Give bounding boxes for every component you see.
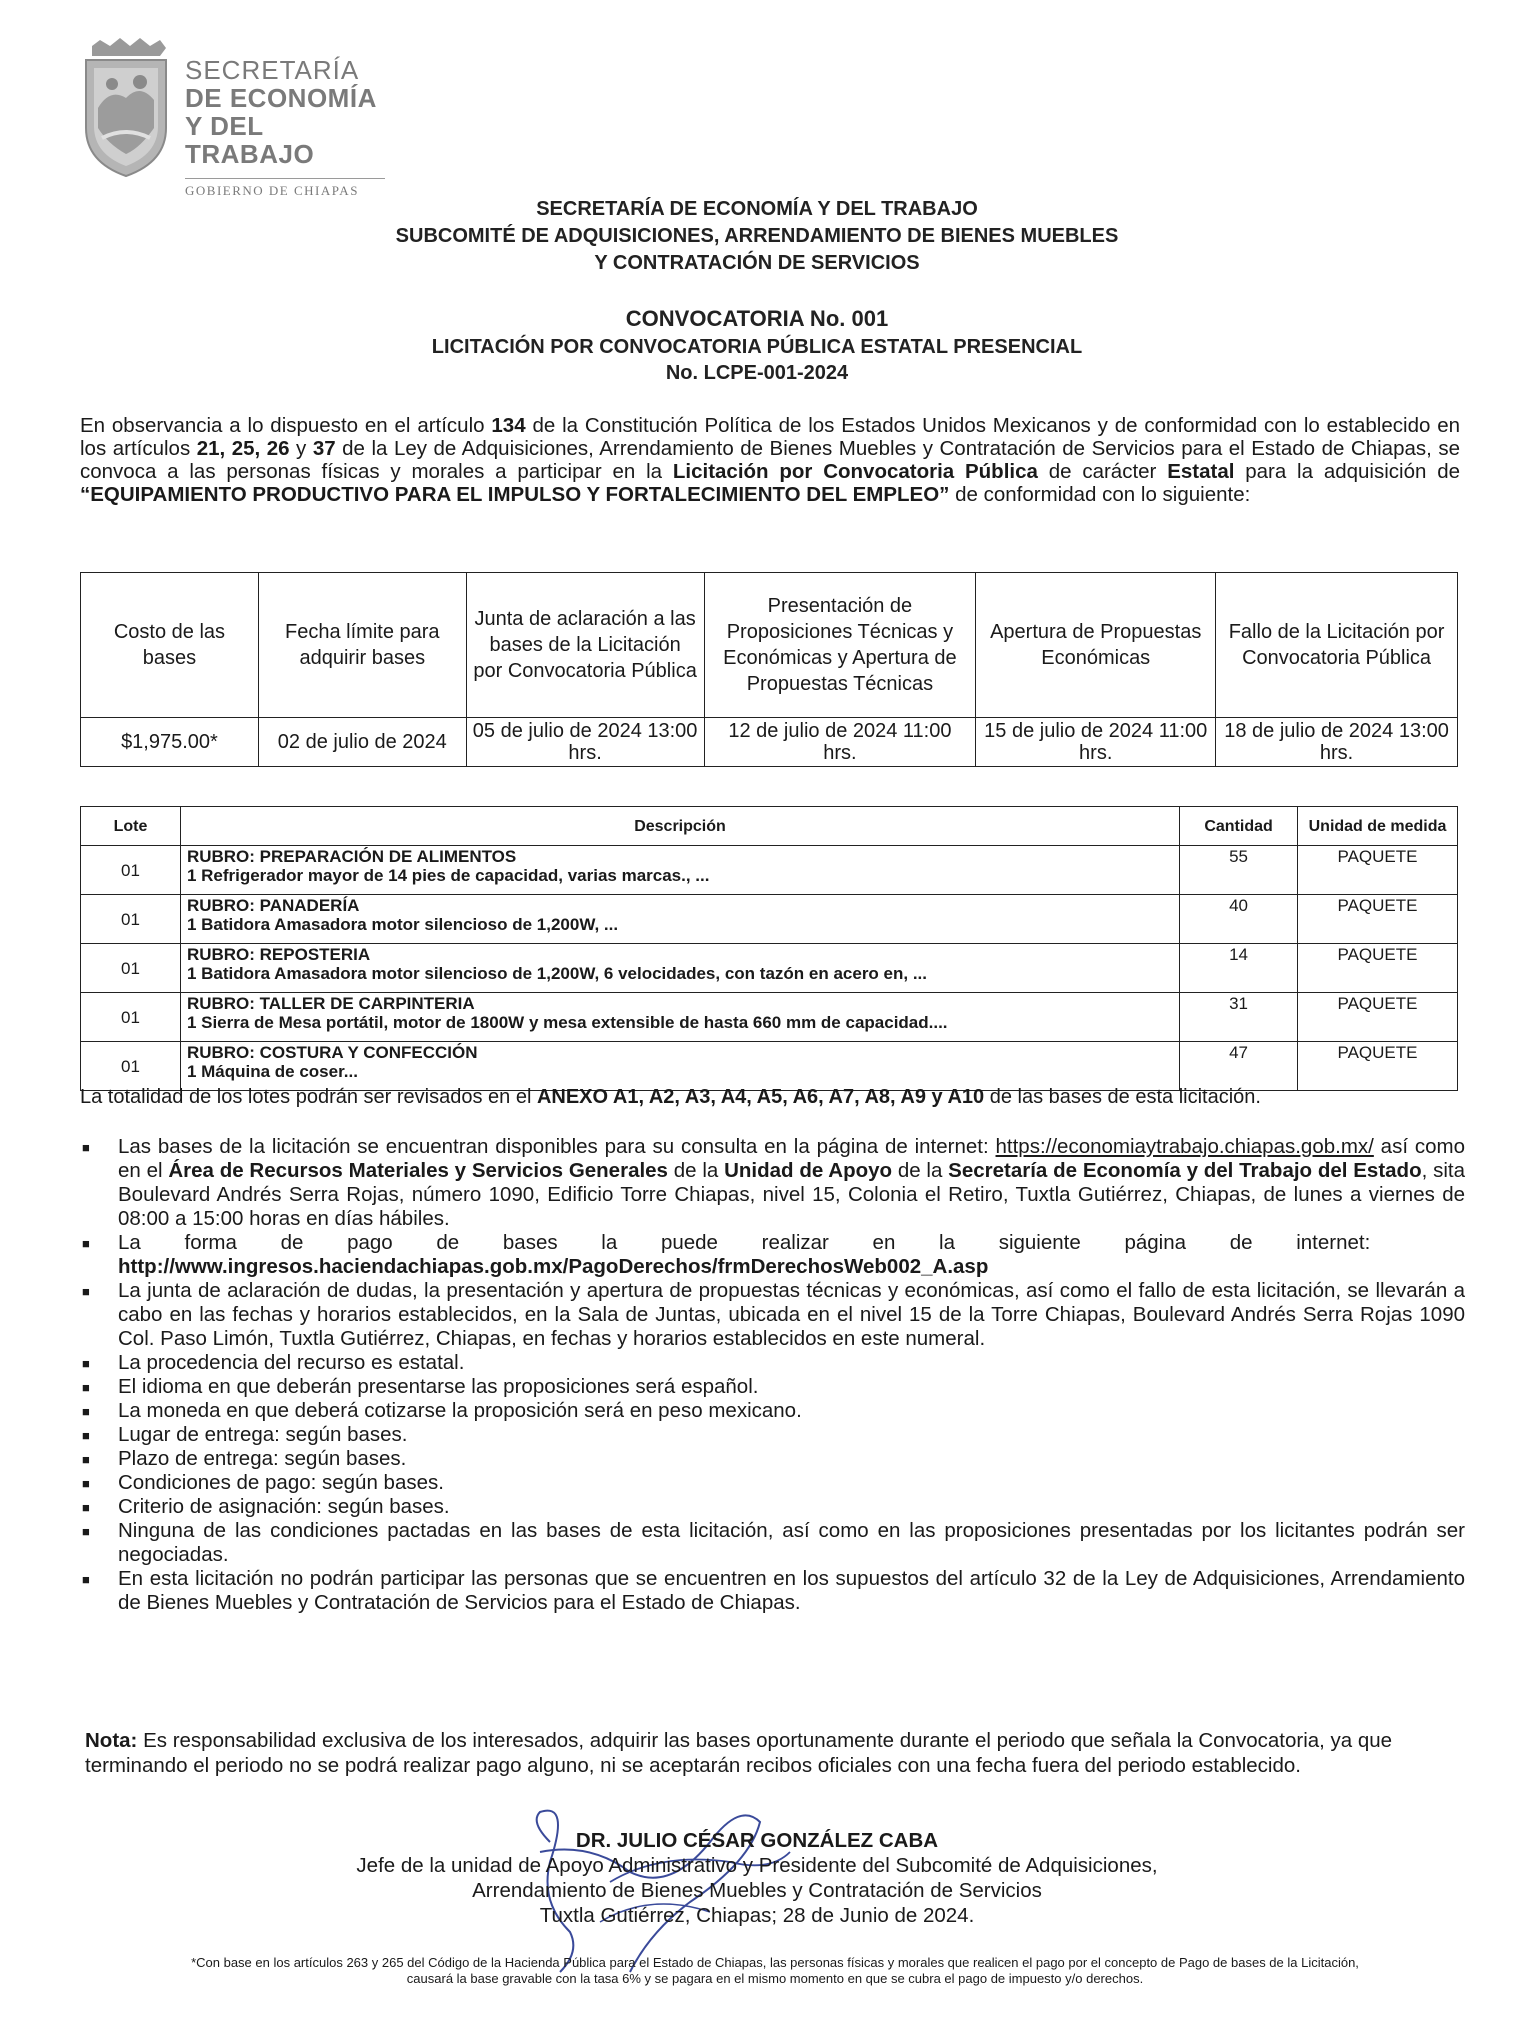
logo-line-4: GOBIERNO DE CHIAPAS xyxy=(185,183,359,198)
nota-label: Nota: xyxy=(85,1729,138,1752)
intro-estatal: Estatal xyxy=(1167,460,1235,483)
logo-line-3: Y DEL TRABAJO xyxy=(185,111,315,169)
list-item xyxy=(80,1375,1465,1399)
table-row xyxy=(81,993,1458,1042)
list-item xyxy=(80,1279,1465,1351)
lot-description xyxy=(180,895,1179,944)
square-bullet-icon: ■ xyxy=(82,1404,90,1419)
square-bullet-icon: ■ xyxy=(82,1380,90,1395)
lots-header-row xyxy=(81,807,1458,846)
signature-block xyxy=(0,1828,1514,1928)
anexo-list: ANEXO A1, A2, A3, A4, A5, A6, A7, A8, A9 y A10 xyxy=(536,1086,985,1108)
lot-quantity: 14 xyxy=(1180,944,1298,993)
intro-article: 37 xyxy=(312,437,336,460)
signer-name: DR. JULIO CÉSAR GONZÁLEZ CABA xyxy=(575,1829,939,1852)
list-item xyxy=(80,1399,1465,1423)
square-bullet-icon: ■ xyxy=(82,1524,90,1539)
lot-rubro: RUBRO: COSTURA Y CONFECCIÓN xyxy=(186,1043,478,1062)
intro-text: y xyxy=(289,437,313,460)
list-item xyxy=(80,1423,1465,1447)
licitacion-number: No. LCPE-001-2024 xyxy=(665,362,849,384)
lots-table xyxy=(80,806,1458,1091)
economia-website-link[interactable]: https://economiaytrabajo.chiapas.gob.mx/ xyxy=(995,1135,1374,1158)
coat-of-arms-icon xyxy=(80,38,172,178)
bullet-text: Lugar de entrega: según bases. xyxy=(118,1423,408,1446)
bullet-text: En esta licitación no podrán participar las personas que se encuentren en los supuestos del artículo 32 de la Ley de Adquisiciones, Arrendamiento de Bienes Muebles y Contratación de Servicios para el Estado de Chiapas. xyxy=(118,1567,1465,1614)
licitacion-title: LICITACIÓN POR CONVOCATORIA PÚBLICA ESTATAL PRESENCIAL xyxy=(431,336,1083,358)
header-line-1: SECRETARÍA DE ECONOMÍA Y DEL TRABAJO xyxy=(536,198,978,220)
bullet-bold: Secretaría de Economía y del Trabajo del Estado xyxy=(948,1159,1422,1182)
intro-articles: 21, 25, 26 xyxy=(196,437,290,460)
footnote-line-2: causará la base gravable con la tasa 6% y se pagara en el mismo momento en que se cubra el pago de impuesto y/o derechos. xyxy=(406,1971,1144,1986)
bullet-text: Ninguna de las condiciones pactadas en las bases de esta licitación, así como en las proposiciones presentadas por los licitantes podrán ser negociadas. xyxy=(118,1519,1465,1566)
schedule-header-cell: Fallo de la Licitación por Convocatoria Pública xyxy=(1216,573,1458,718)
intro-article: 134 xyxy=(491,414,526,437)
payment-website-link[interactable]: http://www.ingresos.haciendachiapas.gob.mx/PagoDerechos/frmDerechosWeb002_A.asp xyxy=(118,1255,989,1278)
lot-unit: PAQUETE xyxy=(1298,993,1458,1042)
lot-unit: PAQUETE xyxy=(1298,944,1458,993)
nota-paragraph xyxy=(85,1728,1465,1778)
square-bullet-icon: ■ xyxy=(82,1428,90,1443)
header-line-2: SUBCOMITÉ DE ADQUISICIONES, ARRENDAMIENTO DE BIENES MUEBLES xyxy=(395,225,1119,247)
schedule-header-cell: Apertura de Propuestas Económicas xyxy=(976,573,1216,718)
schedule-header-cell: Junta de aclaración a las bases de la Licitación por Convocatoria Pública xyxy=(466,573,704,718)
lot-description xyxy=(180,944,1179,993)
square-bullet-icon: ■ xyxy=(82,1452,90,1467)
schedule-value-cell: 18 de julio de 2024 13:00 hrs. xyxy=(1216,718,1458,767)
lot-detail: 1 Refrigerador mayor de 14 pies de capacidad, varias marcas., ... xyxy=(186,866,710,885)
intro-text: de la Ley de Adquisiciones, Arrendamiento de Bienes Muebles y Contratación de Servicios para el Estado de Chiapas, se convoca a las personas físicas y morales a participar en la xyxy=(80,437,1460,483)
lot-unit: PAQUETE xyxy=(1298,846,1458,895)
schedule-table xyxy=(80,572,1458,767)
square-bullet-icon: ■ xyxy=(82,1500,90,1515)
ministry-logo xyxy=(80,38,400,198)
bullet-text: El idioma en que deberán presentarse las proposiciones será español. xyxy=(118,1375,759,1398)
bullet-text: Las bases de la licitación se encuentran disponibles para su consulta en la página de internet: xyxy=(118,1135,996,1158)
schedule-value-row xyxy=(81,718,1458,767)
table-row xyxy=(81,895,1458,944)
logo-line-2: DE ECONOMÍA xyxy=(185,83,377,113)
list-item xyxy=(80,1471,1465,1495)
footnote xyxy=(100,1955,1450,1987)
intro-object: “EQUIPAMIENTO PRODUCTIVO PARA EL IMPULSO Y FORTALECIMIENTO DEL EMPLEO” xyxy=(80,483,950,506)
lots-header-cell: Descripción xyxy=(180,807,1179,846)
intro-text: de carácter xyxy=(1037,460,1168,483)
list-item xyxy=(80,1567,1465,1615)
lot-number: 01 xyxy=(81,993,181,1042)
intro-text: para la adquisición de xyxy=(1234,460,1460,483)
bullet-text: así como en el xyxy=(118,1135,1465,1182)
bullet-text: , sita Boulevard Andrés Serra Rojas, número 1090, Edificio Torre Chiapas, nivel 15, Colonia el Retiro, Tuxtla Gutiérrez, Chiapas, de lunes a viernes de 08:00 a 15:00 horas en días hábiles. xyxy=(118,1159,1465,1230)
list-item xyxy=(80,1351,1465,1375)
intro-licitacion: Licitación por Convocatoria Pública xyxy=(672,460,1038,483)
lot-description xyxy=(180,993,1179,1042)
intro-text: de conformidad con lo siguiente: xyxy=(949,483,1251,506)
schedule-header-cell: Costo de las bases xyxy=(81,573,259,718)
bullet-text: Condiciones de pago: según bases. xyxy=(118,1471,444,1494)
bullet-text: La moneda en que deberá cotizarse la proposición será en peso mexicano. xyxy=(118,1399,802,1422)
lot-detail: 1 Máquina de coser... xyxy=(186,1062,358,1081)
lot-description xyxy=(180,846,1179,895)
list-item xyxy=(80,1519,1465,1567)
intro-text: En observancia a lo dispuesto en el artículo xyxy=(80,414,492,437)
bullet-text: de la xyxy=(667,1159,725,1182)
signer-title-1: Jefe de la unidad de Apoyo Administrativo y Presidente del Subcomité de Adquisiciones, xyxy=(356,1854,1158,1877)
list-item xyxy=(80,1495,1465,1519)
lot-quantity: 47 xyxy=(1180,1042,1298,1091)
header-line-3: Y CONTRATACIÓN DE SERVICIOS xyxy=(594,252,920,274)
square-bullet-icon: ■ xyxy=(82,1476,90,1491)
schedule-value-cell: 15 de julio de 2024 11:00 hrs. xyxy=(976,718,1216,767)
lot-number: 01 xyxy=(81,1042,181,1091)
list-item xyxy=(80,1447,1465,1471)
table-row xyxy=(81,1042,1458,1091)
lot-number: 01 xyxy=(81,895,181,944)
anexo-text: La totalidad de los lotes podrán ser revisados en el xyxy=(80,1086,537,1108)
bullet-bold: Unidad de Apoyo xyxy=(724,1159,893,1182)
nota-text: Es responsabilidad exclusiva de los interesados, adquirir las bases oportunamente durante el periodo que señala la Convocatoria, ya que terminando el periodo no se podrá realizar pago alguno, ni se aceptarán recibos oficiales con una fecha fuera del periodo establecido. xyxy=(85,1729,1393,1777)
lot-number: 01 xyxy=(81,944,181,993)
lot-rubro: RUBRO: PREPARACIÓN DE ALIMENTOS xyxy=(186,847,517,866)
anexo-text: de las bases de esta licitación. xyxy=(984,1086,1261,1108)
lot-detail: 1 Batidora Amasadora motor silencioso de 1,200W, ... xyxy=(186,915,619,934)
intro-text: de la Constitución Política de los Estados Unidos Mexicanos y de conformidad con lo establecido en los artículos xyxy=(80,414,1461,460)
lot-detail: 1 Sierra de Mesa portátil, motor de 1800W y mesa extensible de hasta 660 mm de capacidad.... xyxy=(186,1013,948,1032)
schedule-value-cell: 12 de julio de 2024 11:00 hrs. xyxy=(704,718,976,767)
schedule-value-cell: $1,975.00* xyxy=(81,718,259,767)
square-bullet-icon: ■ xyxy=(82,1284,90,1299)
logo-line-1: SECRETARÍA xyxy=(185,55,360,85)
bullet-text: Criterio de asignación: según bases. xyxy=(118,1495,450,1518)
logo-divider xyxy=(185,178,385,179)
square-bullet-icon: ■ xyxy=(82,1236,90,1251)
square-bullet-icon: ■ xyxy=(82,1140,90,1155)
bullet-text: Plazo de entrega: según bases. xyxy=(118,1447,407,1470)
convocatoria-title: CONVOCATORIA No. 001 xyxy=(625,306,889,331)
lot-rubro: RUBRO: PANADERÍA xyxy=(186,896,360,915)
lot-quantity: 40 xyxy=(1180,895,1298,944)
lots-header-cell: Lote xyxy=(81,807,181,846)
schedule-value-cell: 02 de julio de 2024 xyxy=(258,718,466,767)
lot-description xyxy=(180,1042,1179,1091)
square-bullet-icon: ■ xyxy=(82,1572,90,1587)
bullet-text: La procedencia del recurso es estatal. xyxy=(118,1351,465,1374)
lot-quantity: 55 xyxy=(1180,846,1298,895)
intro-paragraph xyxy=(80,414,1460,506)
table-row xyxy=(81,944,1458,993)
bullet-text: de la xyxy=(892,1159,949,1182)
schedule-value-cell: 05 de julio de 2024 13:00 hrs. xyxy=(466,718,704,767)
bullet-bold: Área de Recursos Materiales y Servicios Generales xyxy=(168,1159,668,1182)
lot-unit: PAQUETE xyxy=(1298,1042,1458,1091)
lots-header-cell: Cantidad xyxy=(1180,807,1298,846)
place-date: Tuxtla Gutiérrez, Chiapas; 28 de Junio de 2024. xyxy=(539,1904,975,1927)
lot-rubro: RUBRO: TALLER DE CARPINTERIA xyxy=(186,994,475,1013)
lots-header-cell: Unidad de medida xyxy=(1298,807,1458,846)
licitacion-block xyxy=(0,334,1514,386)
signer-title-2: Arrendamiento de Bienes Muebles y Contratación de Servicios xyxy=(472,1879,1042,1902)
header-block xyxy=(0,196,1514,277)
list-item xyxy=(80,1135,1465,1231)
table-row xyxy=(81,846,1458,895)
anexo-note xyxy=(80,1086,1480,1109)
footnote-line-1: *Con base en los artículos 263 y 265 del Código de la Hacienda Pública para el Estado de Chiapas, las personas físicas y morales que realicen el pago por el concepto de Pago de bases de la Licitación, xyxy=(191,1955,1359,1970)
schedule-header-cell: Fecha límite para adquirir bases xyxy=(258,573,466,718)
lot-number: 01 xyxy=(81,846,181,895)
square-bullet-icon: ■ xyxy=(82,1356,90,1371)
schedule-header-row xyxy=(81,573,1458,718)
lot-rubro: RUBRO: REPOSTERIA xyxy=(186,945,371,964)
conditions-list xyxy=(80,1135,1465,1615)
lot-unit: PAQUETE xyxy=(1298,895,1458,944)
list-item xyxy=(80,1231,1465,1279)
bullet-text: La forma de pago de bases la puede realizar en la siguiente página de internet: xyxy=(118,1231,1371,1254)
schedule-header-cell: Presentación de Proposiciones Técnicas y Económicas y Apertura de Propuestas Técnicas xyxy=(704,573,976,718)
lot-detail: 1 Batidora Amasadora motor silencioso de 1,200W, 6 velocidades, con tazón en acero en, ... xyxy=(186,964,927,983)
bullet-text: La junta de aclaración de dudas, la presentación y apertura de propuestas técnicas y económicas, así como el fallo de esta licitación, se llevarán a cabo en las fechas y horarios establecidos, en la Sala de Juntas, ubicada en el nivel 15 de la Torre Chiapas, Boulevard Andrés Serra Rojas 1090 Col. Paso Limón, Tuxtla Gutiérrez, Chiapas, en fechas y horarios establecidos en este numeral. xyxy=(118,1279,1465,1350)
lot-quantity: 31 xyxy=(1180,993,1298,1042)
